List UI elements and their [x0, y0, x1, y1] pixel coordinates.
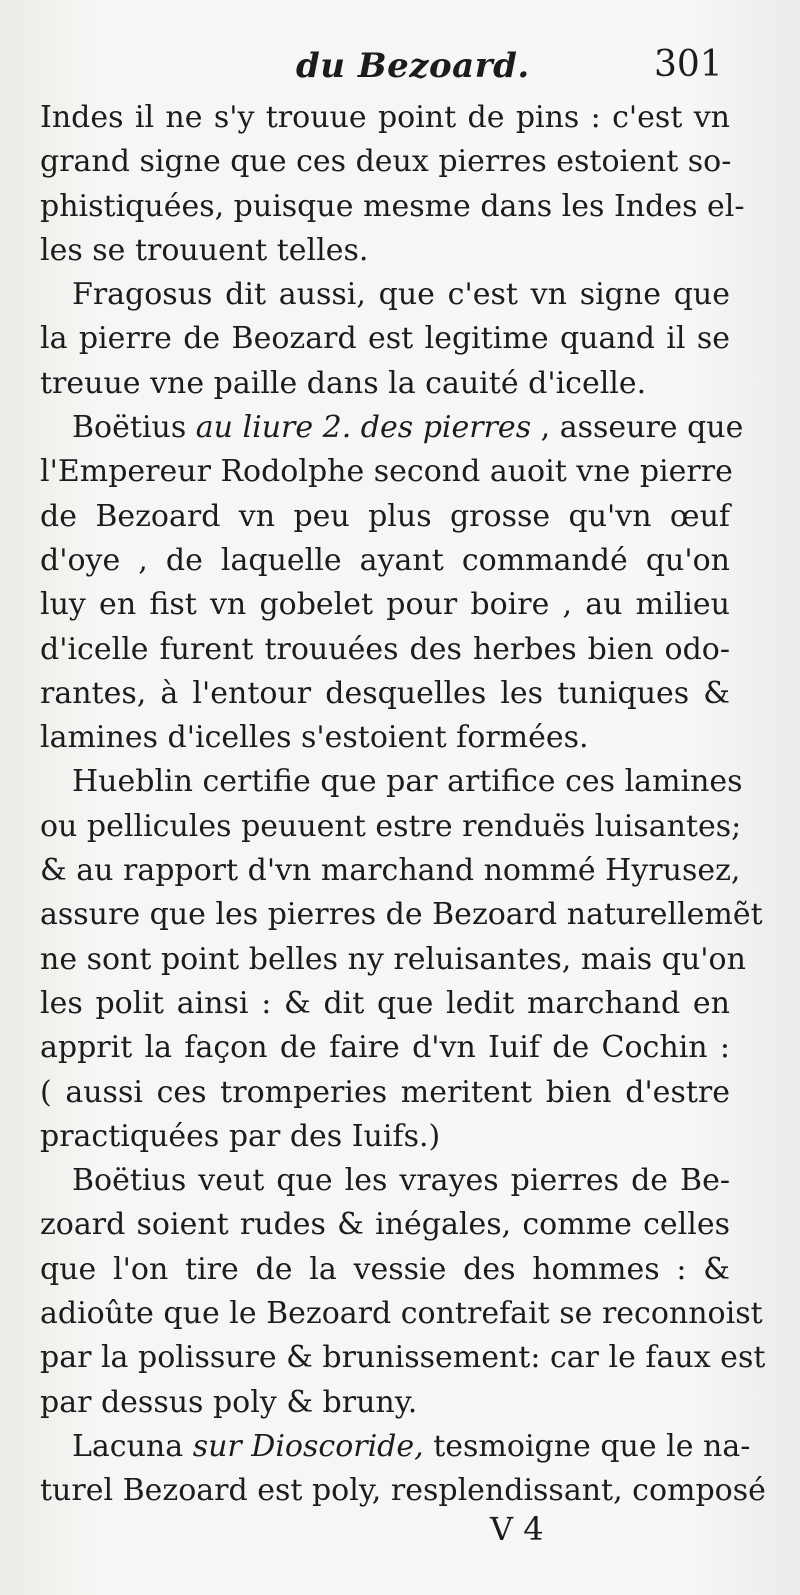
- text-line: treuue vne paille dans la cauité d'icelle.: [40, 365, 647, 401]
- text-line: apprit la façon de faire d'vn Iuif de Cochin :: [40, 1030, 730, 1066]
- body-text: [40, 96, 766, 1514]
- text-line: les polit ainsi : & dit que ledit marchand en: [40, 985, 730, 1021]
- book-reference: au liure 2. des pierres: [195, 410, 532, 446]
- text-line: turel Bezoard est poly, resplendissant, composé: [40, 1473, 766, 1509]
- text-line: practiquées par des Iuifs.): [40, 1118, 441, 1154]
- text-line: d'oye , de laquelle ayant commandé qu'on: [40, 542, 730, 578]
- page-number: 301: [654, 44, 723, 85]
- text-segment: tesmoigne que le na-: [423, 1428, 751, 1464]
- text-segment: Lacuna: [72, 1428, 193, 1464]
- text-line: Boëtius veut que les vrayes pierres de Be-: [72, 1163, 730, 1199]
- text-line: ne sont point belles ny reluisantes, mais qu'on: [40, 941, 746, 977]
- signature-mark: V 4: [490, 1510, 544, 1548]
- running-title: du Bezoard.: [296, 46, 530, 86]
- running-head: [0, 44, 800, 94]
- text-line: phistiquées, puisque mesme dans les Indes el-: [40, 188, 745, 224]
- text-line: grand signe que ces deux pierres estoient so-: [40, 144, 732, 180]
- text-line: d'icelle furent trouuées des herbes bien odo-: [40, 631, 730, 667]
- text-line: ( aussi ces tromperies meritent bien d'estre: [40, 1074, 730, 1110]
- text-line: assure que les pierres de Bezoard naturellemẽt: [40, 897, 763, 933]
- text-line: [40, 406, 744, 450]
- text-line: l'Empereur Rodolphe second auoit vne pierre: [40, 454, 733, 490]
- text-line: Indes il ne s'y trouue point de pins : c'est vn: [40, 100, 730, 135]
- text-line: & au rapport d'vn marchand nommé Hyrusez,: [40, 853, 741, 889]
- text-line: que l'on tire de la vessie des hommes : &: [40, 1251, 730, 1287]
- text-line: zoard soient rudes & inégales, comme celles: [40, 1207, 730, 1243]
- text-segment: , asseure que: [531, 410, 744, 446]
- text-line: ou pellicules peuuent estre renduës luisantes;: [40, 808, 742, 844]
- text-line: par la polissure & brunissement: car le faux est: [40, 1340, 766, 1376]
- text-line: [40, 1425, 751, 1469]
- text-line: rantes, à l'entour desquelles les tuniques &: [40, 675, 730, 711]
- text-line: luy en fist vn gobelet pour boire , au milieu: [40, 587, 730, 623]
- text-line: par dessus poly & bruny.: [40, 1384, 418, 1420]
- text-segment: Boëtius: [72, 410, 196, 446]
- text-line: Fragosus dit aussi, que c'est vn signe que: [72, 277, 730, 313]
- text-line: Hueblin certifie que par artifice ces lamines: [72, 764, 743, 800]
- text-line: adioûte que le Bezoard contrefait se reconnoist: [40, 1296, 763, 1332]
- book-reference: sur Dioscoride,: [192, 1428, 424, 1464]
- text-line: les se trouuent telles.: [40, 232, 369, 268]
- text-line: lamines d'icelles s'estoient formées.: [40, 720, 589, 756]
- text-line: la pierre de Beozard est legitime quand il se: [40, 321, 730, 357]
- text-line: de Bezoard vn peu plus grosse qu'vn œuf: [40, 498, 730, 534]
